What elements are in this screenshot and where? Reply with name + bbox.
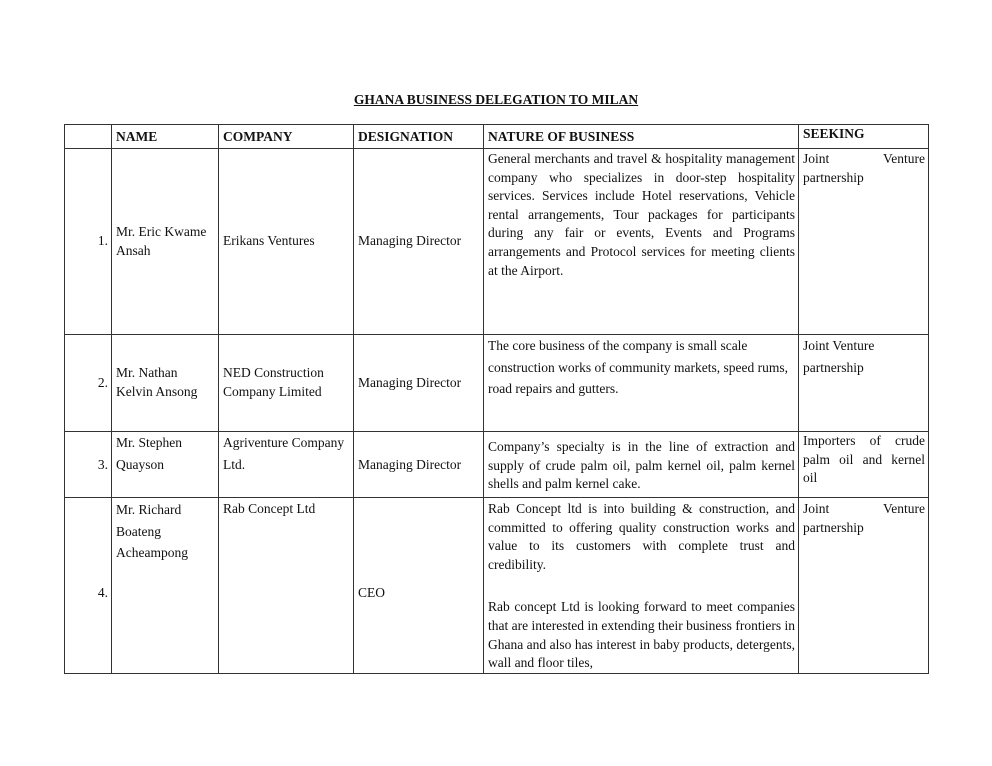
row-company: Agriventure Company Ltd. bbox=[219, 432, 354, 498]
row-company: Erikans Ventures bbox=[219, 149, 354, 335]
row-number: 1. bbox=[65, 149, 112, 335]
table-row bbox=[65, 335, 929, 432]
row-business bbox=[484, 498, 799, 674]
row-seeking: Joint Venture partnership bbox=[799, 335, 929, 432]
row-designation: Managing Director bbox=[354, 335, 484, 432]
page-title: GHANA BUSINESS DELEGATION TO MILAN bbox=[353, 92, 639, 107]
row-seeking: Joint Venture partnership bbox=[799, 149, 929, 335]
header-company: COMPANY bbox=[219, 125, 354, 149]
table-row bbox=[65, 432, 929, 498]
row-name: Mr. Richard Boateng Acheampong bbox=[112, 498, 219, 674]
header-name: NAME bbox=[112, 125, 219, 149]
header-designation: DESIGNATION bbox=[354, 125, 484, 149]
header-business: NATURE OF BUSINESS bbox=[484, 125, 799, 149]
row-business-text: Company’s specialty is in the line of extraction and supply of crude palm oil, palm kernel oil, palm kernel shells and palm kernel cake. bbox=[488, 439, 795, 492]
row-number: 4. bbox=[65, 498, 112, 674]
row-business bbox=[484, 149, 799, 335]
row-business bbox=[484, 335, 799, 432]
header-number bbox=[65, 125, 112, 149]
row-name: Mr. Nathan Kelvin Ansong bbox=[112, 335, 219, 432]
row-designation: CEO bbox=[354, 498, 484, 674]
row-number: 3. bbox=[65, 432, 112, 498]
row-business-text-2: Rab concept Ltd is looking forward to meet companies that are interested in extending their business frontiers in Ghana and also has interest in baby products, detergents, wall and floor tiles, bbox=[488, 599, 795, 671]
row-name: Mr. Stephen Quayson bbox=[112, 432, 219, 498]
delegation-table bbox=[64, 124, 929, 674]
row-business bbox=[484, 432, 799, 498]
table-row bbox=[65, 149, 929, 335]
row-seeking: Importers of crude palm oil and kernel oil bbox=[799, 432, 929, 498]
table-row bbox=[65, 498, 929, 674]
row-designation: Managing Director bbox=[354, 432, 484, 498]
table-header-row bbox=[65, 125, 929, 149]
row-name: Mr. Eric Kwame Ansah bbox=[112, 149, 219, 335]
row-business-text: General merchants and travel & hospitality management company who specializes in door-step hospitality services. Services include Hotel reservations, Vehicle rental arrangements, Tour packages for participants during any fair or events, Events and Programs arrangements and Protocol services for meeting clients at the Airport. bbox=[488, 151, 795, 278]
row-designation: Managing Director bbox=[354, 149, 484, 335]
row-company: Rab Concept Ltd bbox=[219, 498, 354, 674]
row-business-text: The core business of the company is small scale construction works of community markets, speed rums, road repairs and gutters. bbox=[488, 338, 788, 396]
row-number: 2. bbox=[65, 335, 112, 432]
header-seeking: SEEKING bbox=[799, 125, 929, 149]
row-business-text: Rab Concept ltd is into building & construction, and committed to offering quality construction works and value to its customers with complete trust and credibility. bbox=[488, 501, 795, 572]
row-seeking: Joint Venture partnership bbox=[799, 498, 929, 674]
row-company: NED Construction Company Limited bbox=[219, 335, 354, 432]
